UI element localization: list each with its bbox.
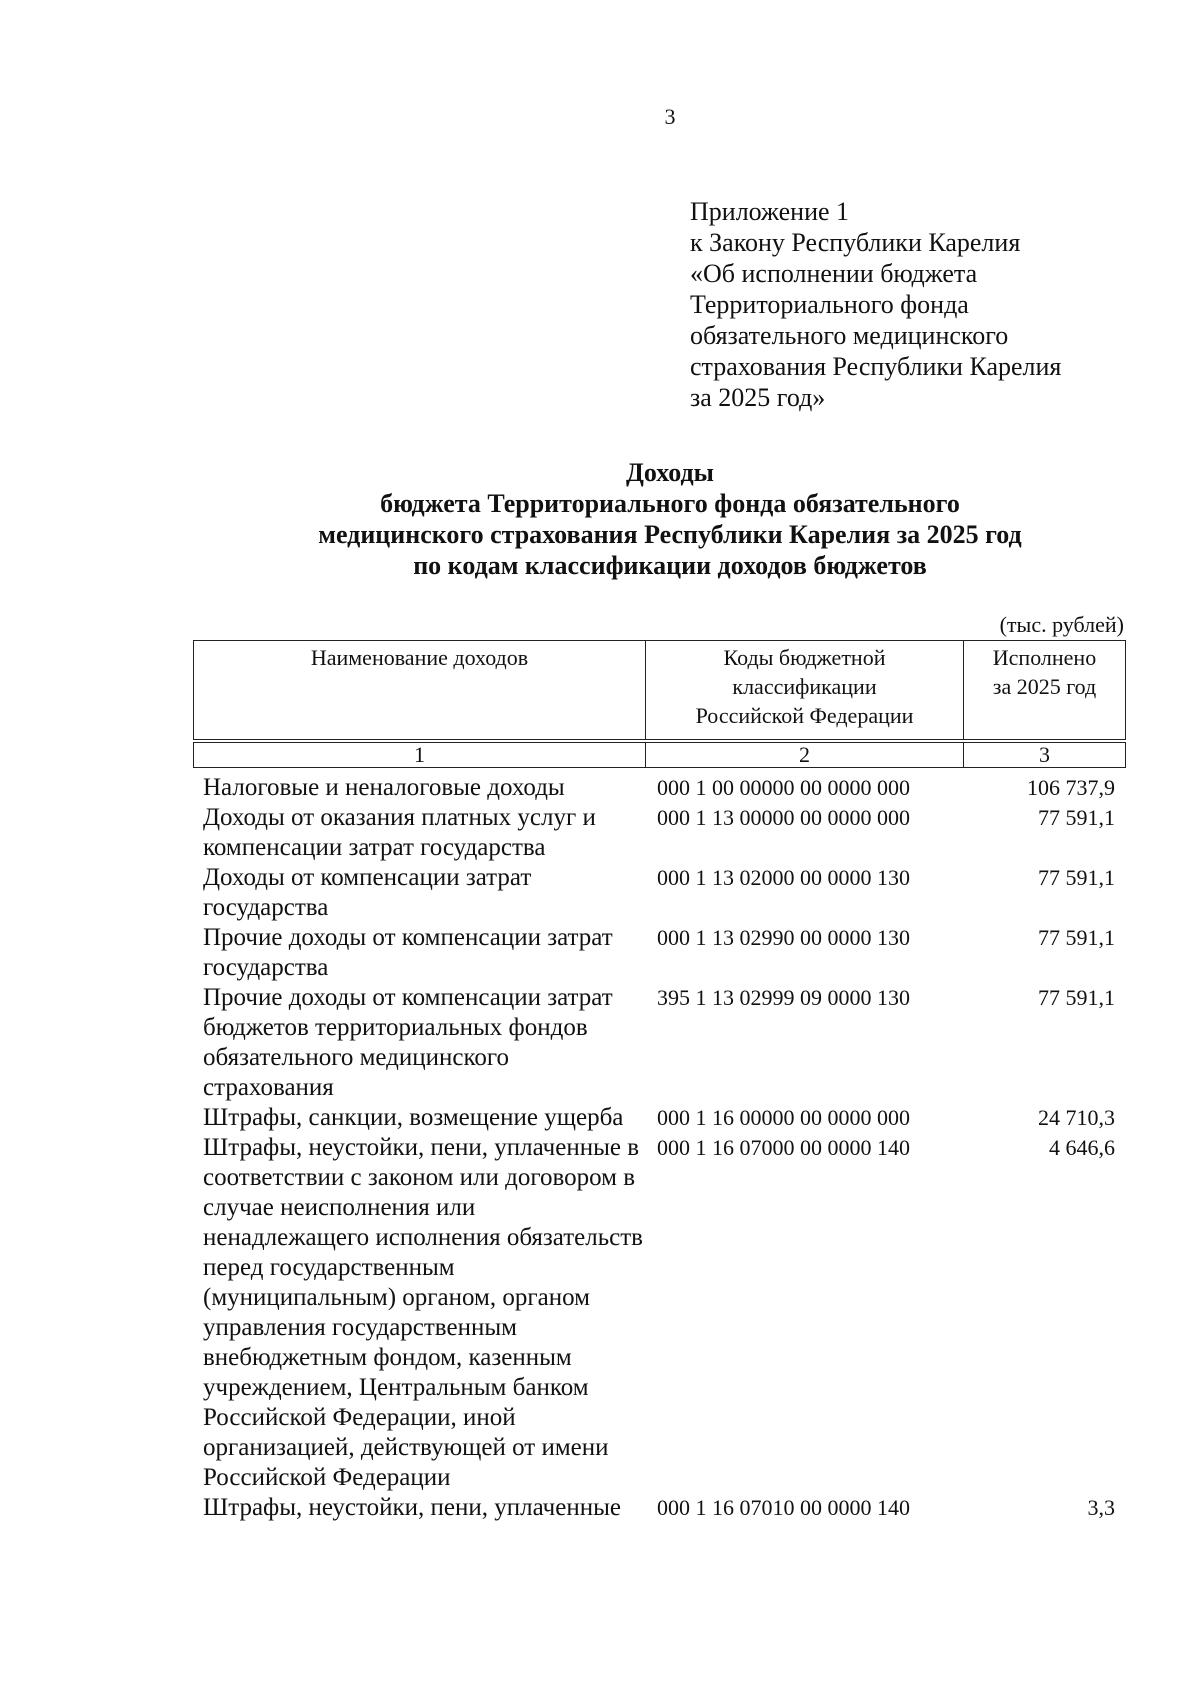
income-code: 000 1 13 02990 00 0000 130 [657, 925, 910, 950]
income-value: 77 591,1 [1038, 865, 1115, 890]
table-row [193, 1133, 1125, 1493]
income-name: Прочие доходы от компенсации затрат бюджетов территориальных фондов обязательного медицинского страхования [203, 984, 613, 1101]
income-code: 000 1 16 00000 00 0000 000 [657, 1105, 910, 1130]
income-value: 4 646,6 [1049, 1135, 1115, 1160]
column-header-codes [646, 641, 964, 740]
income-value: 77 591,1 [1038, 805, 1115, 830]
header-executed-line: за 2025 год [992, 674, 1097, 699]
income-name: Доходы от оказания платных услуг и компенсации затрат государства [203, 804, 596, 861]
title-line: по кодам классификации доходов бюджетов [413, 551, 927, 580]
income-code: 000 1 13 00000 00 0000 000 [657, 805, 910, 830]
appendix-line: Приложение 1 [690, 197, 850, 226]
income-name: Штрафы, санкции, возмещение ущерба [203, 1104, 624, 1131]
column-number: 3 [964, 743, 1126, 768]
appendix-line: «Об исполнении бюджета [690, 259, 978, 288]
income-value: 24 710,3 [1038, 1105, 1115, 1130]
table-row [193, 1103, 1125, 1133]
income-name: Доходы от компенсации затрат государства [203, 864, 532, 921]
page-number: 3 [664, 104, 676, 129]
table-row [193, 983, 1125, 1103]
header-codes-line: классификации [732, 674, 877, 699]
table-row [193, 863, 1125, 923]
appendix-line: Территориального фонда [690, 290, 969, 319]
income-name: Налоговые и неналоговые доходы [203, 774, 565, 801]
title-line: бюджета Территориального фонда обязательного [380, 489, 960, 518]
document-title [0, 457, 1200, 581]
income-value: 106 737,9 [1027, 775, 1115, 800]
income-table [193, 773, 1125, 1523]
income-code: 000 1 16 07000 00 0000 140 [657, 1135, 910, 1160]
title-line: медицинского страхования Республики Карелия за 2025 год [318, 520, 1022, 549]
column-number: 1 [194, 743, 646, 768]
table-row [193, 923, 1125, 983]
appendix-line: за 2025 год» [690, 383, 826, 412]
column-header-executed [964, 641, 1126, 740]
income-name: Штрафы, неустойки, пени, уплаченные в соответствии с законом или договором в случае неисполнения или ненадлежащего исполнения обязательств перед государственным (муниципальным) органом, органом управления государственным внебюджетным фондом, казенным учреждением, Центральным банком Российской Федерации, иной организацией, действующей от имени Российской Федерации [203, 1134, 643, 1491]
income-code: 000 1 16 07010 00 0000 140 [657, 1495, 910, 1520]
header-executed-line: Исполнено [992, 645, 1097, 670]
table-row [193, 803, 1125, 863]
units-label: (тыс. рублей) [999, 612, 1124, 637]
table-row [193, 1493, 1125, 1523]
table-header [193, 640, 1126, 768]
appendix-line: к Закону Республики Карелия [690, 228, 1021, 257]
appendix-heading [690, 196, 1061, 413]
income-value: 77 591,1 [1038, 985, 1115, 1010]
income-value: 3,3 [1087, 1495, 1115, 1520]
title-line: Доходы [626, 458, 714, 487]
income-code: 000 1 13 02000 00 0000 130 [657, 865, 910, 890]
income-code: 000 1 00 00000 00 0000 000 [657, 775, 910, 800]
income-name: Штрафы, неустойки, пени, уплаченные [203, 1494, 621, 1521]
column-number: 2 [646, 743, 964, 768]
header-codes-line: Коды бюджетной [723, 645, 886, 670]
header-codes-line: Российской Федерации [695, 703, 914, 728]
column-header-name: Наименование доходов [194, 641, 646, 740]
income-code: 395 1 13 02999 09 0000 130 [657, 985, 910, 1010]
appendix-line: страхования Республики Карелия [690, 352, 1062, 381]
appendix-line: обязательного медицинского [690, 321, 1009, 350]
income-name: Прочие доходы от компенсации затрат государства [203, 924, 613, 981]
income-value: 77 591,1 [1038, 925, 1115, 950]
table-row [193, 773, 1125, 803]
